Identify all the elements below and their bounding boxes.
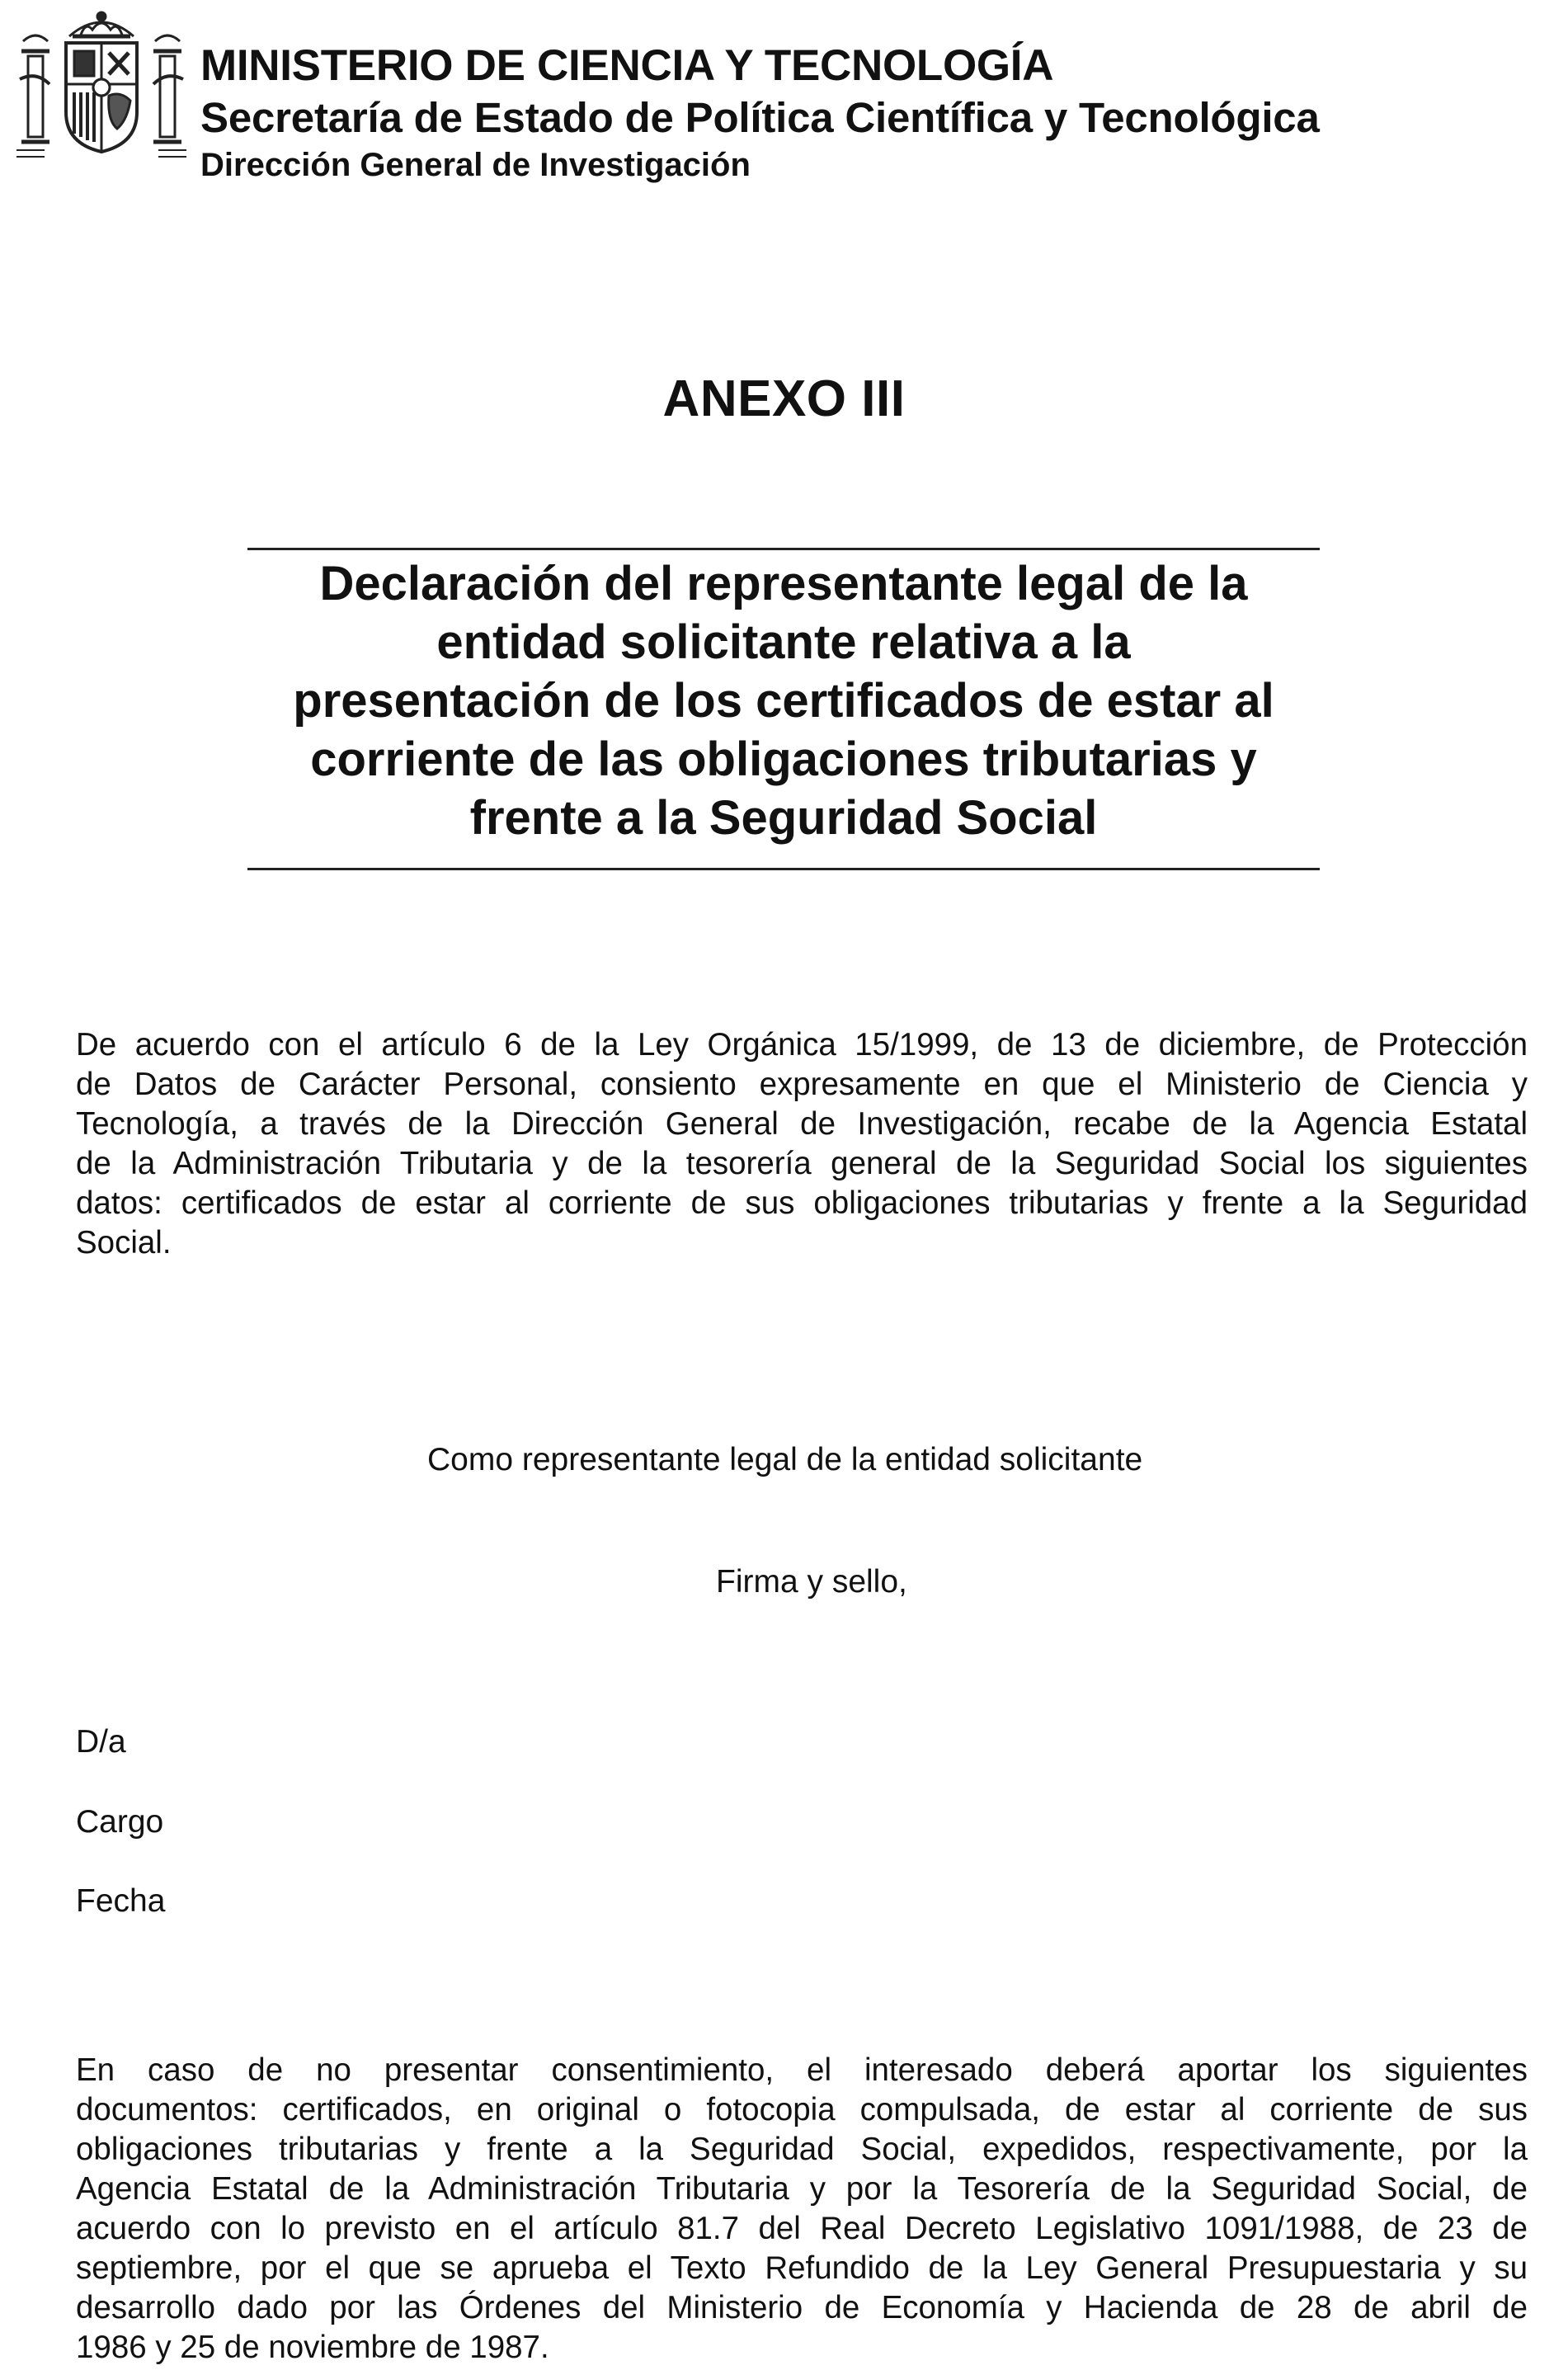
title-top-rule: [247, 548, 1320, 550]
paragraph-line: de la Administración Tributaria y de la tesorería general de la Seguridad Social los siguientes: [76, 1146, 1528, 1181]
paragraph-line: obligaciones tributarias y frente a la Seguridad Social, expedidos, respectivamente, por la: [76, 2132, 1528, 2167]
paragraph-line: septiembre, por el que se aprueba el Texto Refundido de la Ley General Presupuestaria y su: [76, 2250, 1528, 2286]
paragraph-line: De acuerdo con el artículo 6 de la Ley Orgánica 15/1999, de 13 de diciembre, de Protección: [76, 1027, 1528, 1062]
alternative-documents-paragraph: [76, 2051, 1528, 2368]
name-field-label: D/a: [76, 1724, 126, 1760]
consent-paragraph: [76, 1025, 1528, 1263]
ministry-name: MINISTERIO DE CIENCIA Y TECNOLOGÍA: [200, 41, 1054, 90]
paragraph-line: Agencia Estatal de la Administración Tributaria y por la Tesorería de la Seguridad Social, de: [76, 2171, 1528, 2207]
paragraph-line: datos: certificados de estar al corriente de sus obligaciones tributarias y frente a la Seguridad: [76, 1185, 1528, 1221]
declaration-title-line: corriente de las obligaciones tributarias y: [310, 733, 1257, 786]
declaration-title-line: presentación de los certificados de estar al: [293, 674, 1274, 728]
legal-representative-line: Como representante legal de la entidad solicitante: [427, 1442, 1143, 1477]
coat-of-arms-emblem: [12, 5, 191, 167]
paragraph-line: documentos: certificados, en original o fotocopia compulsada, de estar al corriente de sus: [76, 2092, 1528, 2127]
document-header: [200, 40, 1520, 186]
declaration-title: [247, 554, 1320, 847]
date-field-label: Fecha: [76, 1883, 166, 1919]
secretariat-name: Secretaría de Estado de Política Científica y Tecnológica: [200, 94, 1320, 141]
paragraph-line: de Datos de Carácter Personal, consiento expresamente en que el Ministerio de Ciencia y: [76, 1067, 1528, 1102]
signature-and-seal-line: Firma y sello,: [716, 1564, 907, 1600]
declaration-title-line: Declaración del representante legal de la: [319, 557, 1248, 610]
paragraph-line: 1986 y 25 de noviembre de 1987.: [76, 2330, 549, 2365]
paragraph-line: desarrollo dado por las Órdenes del Ministerio de Economía y Hacienda de 28 de abril de: [76, 2290, 1528, 2325]
paragraph-line: acuerdo con lo previsto en el artículo 81.7 del Real Decreto Legislativo 1091/1988, de 23 de: [76, 2211, 1528, 2246]
paragraph-line: En caso de no presentar consentimiento, el interesado deberá aportar los siguientes: [76, 2052, 1528, 2088]
paragraph-line: Social.: [76, 1225, 172, 1260]
declaration-title-line: frente a la Seguridad Social: [469, 791, 1098, 845]
position-field-label: Cargo: [76, 1804, 164, 1840]
directorate-name: Dirección General de Investigación: [200, 147, 751, 183]
title-bottom-rule: [247, 868, 1320, 870]
annex-title: ANEXO III: [662, 370, 906, 427]
declaration-title-line: entidad solicitante relativa a la: [436, 615, 1131, 669]
paragraph-line: Tecnología, a través de la Dirección General de Investigación, recabe de la Agencia Estatal: [76, 1106, 1528, 1142]
